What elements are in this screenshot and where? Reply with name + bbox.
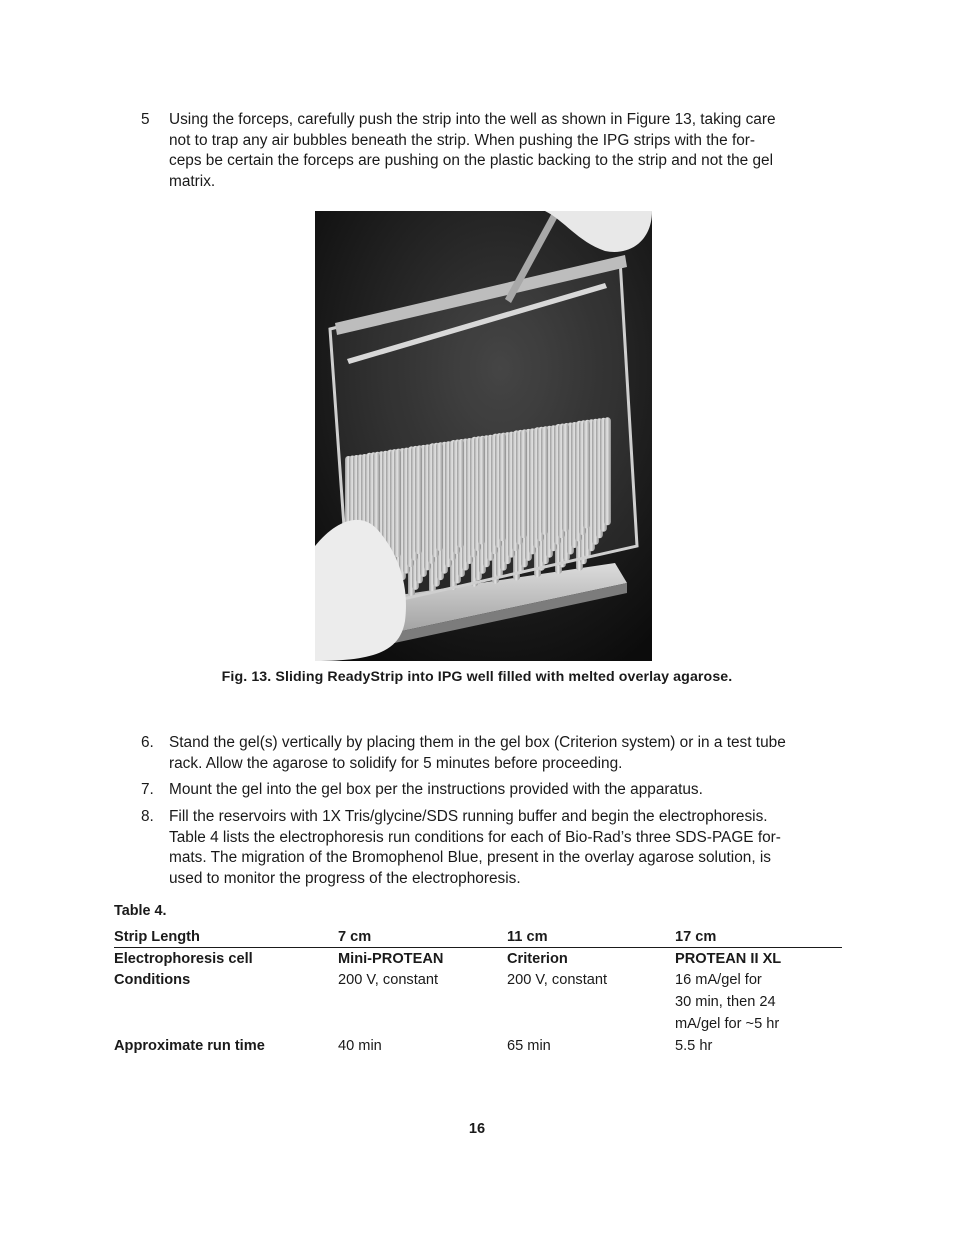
step-text	[169, 780, 703, 801]
table-cell: PROTEAN II XL	[675, 951, 782, 967]
row-label: Conditions	[114, 972, 191, 988]
table-cell: Mini-PROTEAN	[338, 951, 444, 967]
step-5	[141, 110, 861, 194]
step-number: 8.	[141, 808, 154, 825]
table-cell-continuation: mA/gel for ~5 hr	[675, 1016, 780, 1032]
text-line: Mount the gel into the gel box per the instructions provided with the apparatus.	[169, 781, 703, 798]
text-line: not to trap any air bubbles beneath the strip. When pushing the IPG strips with the for-	[169, 131, 756, 149]
row-label: Electrophoresis cell	[114, 951, 253, 967]
table-header-cell: 17 cm	[675, 929, 717, 945]
table-cell: 200 V, constant	[338, 972, 439, 988]
text-line: Using the forceps, carefully push the strip into the well as shown in Figure 13, taking care	[169, 111, 776, 128]
step-text	[169, 807, 781, 889]
table-cell: 65 min	[507, 1038, 551, 1054]
figure-caption: Fig. 13. Sliding ReadyStrip into IPG well filled with melted overlay agarose.	[221, 669, 733, 685]
text-line: used to monitor the progress of the electrophoresis.	[169, 869, 521, 887]
step-7	[141, 780, 861, 801]
step-8	[141, 807, 861, 891]
figure-13-photo	[315, 211, 652, 661]
photo-illustration	[315, 211, 652, 661]
text-line: Table 4 lists the electrophoresis run conditions for each of Bio-Rad’s three SDS-PAGE for-	[169, 828, 781, 846]
step-text	[169, 110, 776, 192]
step-number: 5	[141, 111, 150, 128]
table-header-cell: 7 cm	[338, 929, 372, 945]
text-line: mats. The migration of the Bromophenol Blue, present in the overlay agarose solution, is	[169, 849, 771, 867]
table-cell: 200 V, constant	[507, 972, 608, 988]
step-number: 6.	[141, 734, 154, 751]
table-cell: 5.5 hr	[675, 1038, 713, 1054]
text-line: Fill the reservoirs with 1X Tris/glycine/SDS running buffer and begin the electrophoresis.	[169, 808, 768, 825]
step-number: 7.	[141, 781, 154, 798]
page-number: 16	[468, 1121, 486, 1137]
text-line: Stand the gel(s) vertically by placing them in the gel box (Criterion system) or in a test tube	[169, 734, 786, 751]
row-label: Approximate run time	[114, 1038, 265, 1054]
table-cell: 16 mA/gel for	[675, 972, 762, 988]
step-6	[141, 733, 861, 775]
table-cell-continuation: 30 min, then 24	[675, 994, 776, 1010]
table-title: Table 4.	[114, 903, 167, 919]
table-header-cell: Strip Length	[114, 929, 200, 945]
table-cell: Criterion	[507, 951, 568, 967]
text-line: matrix.	[169, 172, 216, 190]
table-cell: 40 min	[338, 1038, 382, 1054]
text-line: rack. Allow the agarose to solidify for 5 minutes before proceeding.	[169, 754, 623, 772]
step-text	[169, 733, 786, 774]
table-header-cell: 11 cm	[507, 929, 548, 945]
text-line: ceps be certain the forceps are pushing on the plastic backing to the strip and not the gel	[169, 152, 774, 170]
